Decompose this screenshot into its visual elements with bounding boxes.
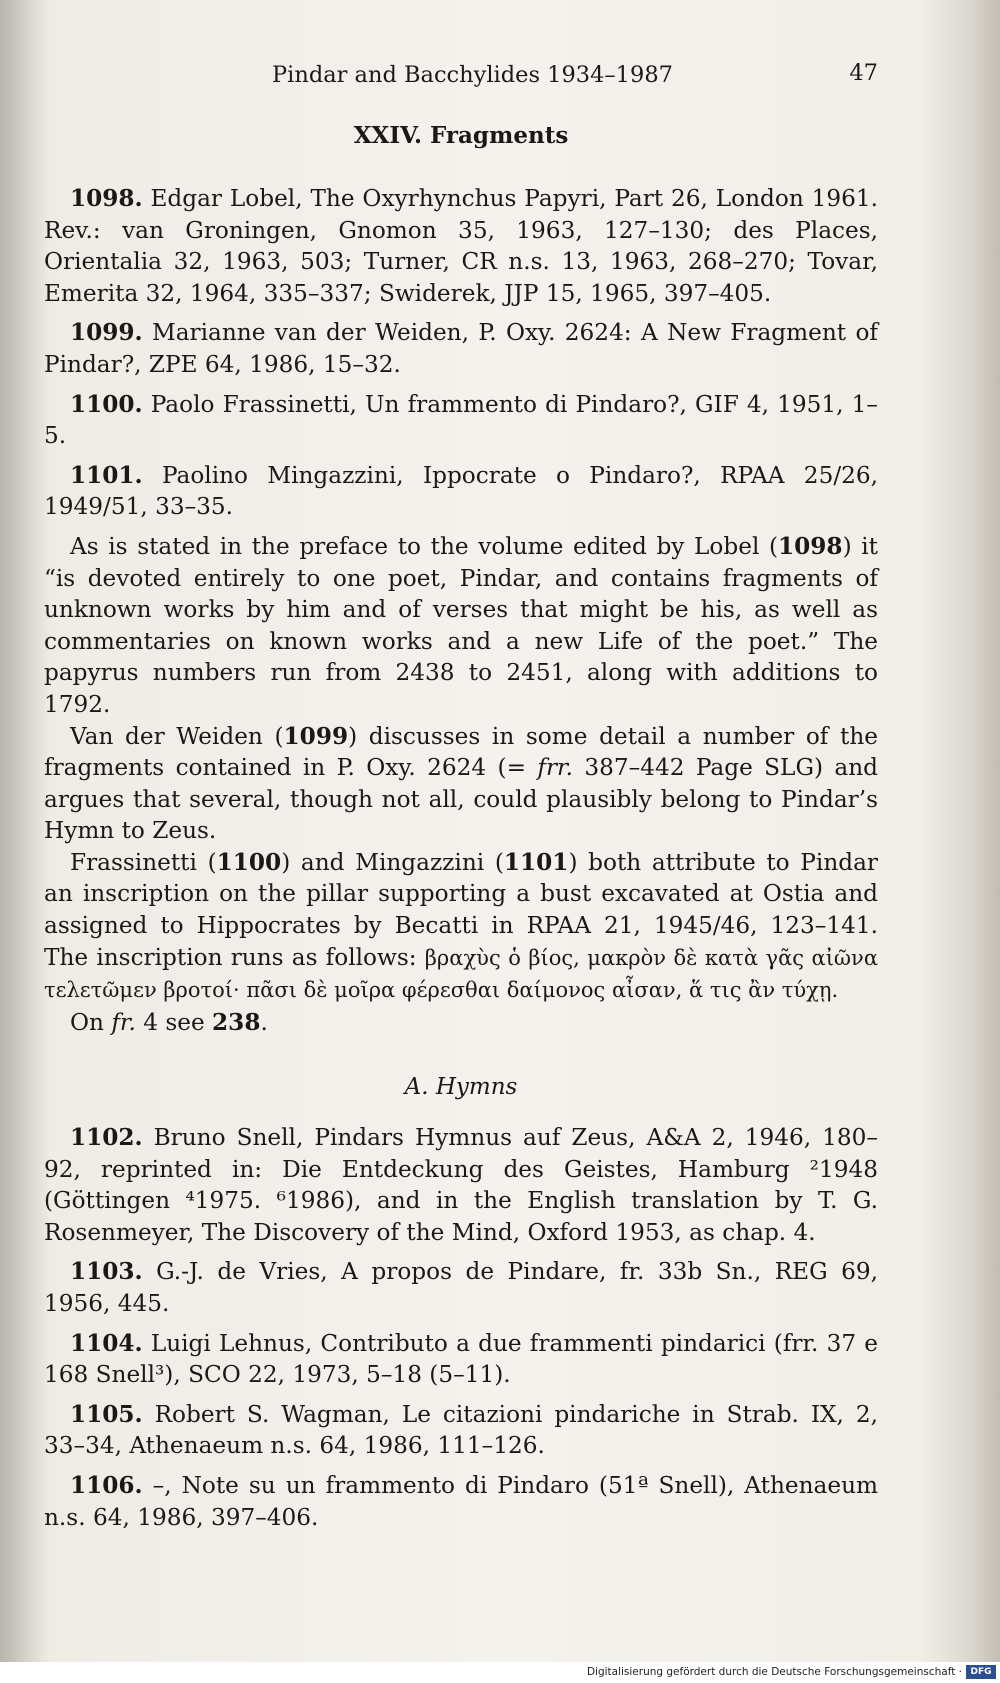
- entry-text: Bruno Snell, Pindars Hymnus auf Zeus, A&A 2, 1946, 180–92, reprinted in: Die Entdeckung des Geistes, Hamburg ²1948 (Göttingen ⁴1975. ⁶1986), and in the English translation by T. G. Rosenmeyer, The Discovery of the Mind, Oxford 1953, as chap. 4.: [44, 1124, 878, 1246]
- commentary-paragraph: [44, 721, 878, 847]
- section-heading: XXIV. Fragments: [353, 122, 569, 149]
- body-text: [44, 183, 878, 1533]
- italic-abbreviation: frr.: [537, 754, 573, 782]
- commentary-text: As is stated in the preface to the volume edited by Lobel (: [70, 532, 779, 560]
- italic-abbreviation: fr.: [111, 1008, 136, 1036]
- bibliography-entry: [44, 317, 878, 380]
- entry-text: Marianne van der Weiden, P. Oxy. 2624: A New Fragment of Pindar?, ZPE 64, 1986, 15–32.: [44, 319, 878, 378]
- entry-reference: 1099: [283, 722, 349, 750]
- entry-number: 1100.: [70, 390, 143, 418]
- commentary-text: ) both attribute to Pindar an inscription on the pillar supporting a bust excavated at Ostia and assigned to Hippocrates by Becatti in RPAA 21, 1945/46, 123–141. The inscription runs as follows:: [44, 848, 879, 971]
- commentary-text: Van der Weiden (: [70, 722, 284, 750]
- funding-notice: Digitalisierung gefördert durch die Deutsche Forschungsgemeinschaft ·: [586, 1666, 962, 1678]
- entry-text: Paolo Frassinetti, Un frammento di Pindaro?, GIF 4, 1951, 1–5.: [44, 390, 878, 450]
- entry-reference: 1100: [216, 848, 282, 876]
- bibliography-entry: [44, 1470, 878, 1533]
- commentary-paragraph: [44, 847, 878, 1007]
- bibliography-entry: [44, 460, 878, 523]
- entry-reference: 238: [212, 1008, 261, 1036]
- entry-number: 1105.: [70, 1400, 143, 1428]
- entry-number: 1102.: [70, 1124, 143, 1152]
- greek-inscription: βραχὺς ὁ βίος, μακρὸν δὲ κατὰ γᾶς αἰῶνα τελετῶμεν βροτοί· πᾶσι δὲ μοῖρα φέρεσθαι δαίμονος αἶσαν, ἅ τις ἂν τύχῃ.: [44, 945, 879, 1003]
- commentary-text: .: [260, 1008, 268, 1036]
- entry-reference: 1101: [503, 848, 569, 876]
- entry-number: 1103.: [70, 1258, 143, 1286]
- commentary-text: ) discusses in some detail a number of the fragments contained in P. Oxy. 2624 (=: [44, 722, 878, 782]
- commentary-text: Frassinetti (: [70, 848, 217, 876]
- bibliography-entry: [44, 183, 878, 309]
- page-number: 47: [849, 60, 878, 86]
- entry-number: 1101.: [70, 461, 143, 489]
- commentary-text: 387–442 Page SLG) and argues that several, though not all, could plausibly belong to Pindar’s Hymn to Zeus.: [44, 754, 879, 845]
- bibliography-entry: [44, 1399, 878, 1462]
- entry-text: –, Note su un frammento di Pindaro (51ª Snell), Athenaeum n.s. 64, 1986, 397–406.: [44, 1471, 879, 1531]
- dfg-logo: DFG: [966, 1665, 996, 1679]
- entry-number: 1099.: [70, 319, 143, 347]
- entry-text: Robert S. Wagman, Le citazioni pindariche in Strab. IX, 2, 33–34, Athenaeum n.s. 64, 1986, 111–126.: [44, 1400, 878, 1460]
- commentary-text: On: [70, 1008, 112, 1036]
- commentary-text: 4 see: [135, 1008, 213, 1036]
- commentary-paragraph: [44, 531, 878, 721]
- entry-number: 1106.: [70, 1471, 143, 1499]
- commentary-text: ) and Mingazzini (: [281, 848, 504, 876]
- bibliography-entry: [44, 1122, 878, 1248]
- entry-text: Edgar Lobel, The Oxyrhynchus Papyri, Part 26, London 1961. Rev.: van Groningen, Gnomon 35, 1963, 127–130; des Places, Orientalia 32, 1963, 503; Turner, CR n.s. 13, 1963, 268–270; Tovar, Emerita 32, 1964, 335–337; Swiderek, JJP 15, 1965, 397–405.: [44, 185, 879, 307]
- entry-reference: 1098: [778, 532, 843, 560]
- entry-text: G.-J. de Vries, A propos de Pindare, fr. 33b Sn., REG 69, 1956, 445.: [44, 1258, 878, 1317]
- entry-text: Luigi Lehnus, Contributo a due frammenti pindarici (frr. 37 e 168 Snell³), SCO 22, 1973, 5–18 (5–11).: [44, 1329, 878, 1389]
- entry-number: 1098.: [70, 185, 143, 212]
- bibliography-entry: [44, 1256, 878, 1319]
- running-head: Pindar and Bacchylides 1934–1987: [272, 62, 673, 88]
- digitization-footer: [0, 1662, 1000, 1683]
- commentary-text: ) it “is devoted entirely to one poet, Pindar, and contains fragments of unknown works by him and of verses that might be his, as well as commentaries on known works and a new Life of the poet.” The papyrus numbers run from 2438 to 2451, along with additions to 1792.: [44, 532, 878, 718]
- entry-text: Paolino Mingazzini, Ippocrate o Pindaro?, RPAA 25/26, 1949/51, 33–35.: [44, 461, 879, 521]
- bibliography-entry: [44, 389, 878, 452]
- page-header: [44, 58, 878, 94]
- entry-number: 1104.: [70, 1329, 143, 1357]
- bibliography-entry: [44, 1328, 878, 1391]
- commentary-paragraph: [44, 1007, 878, 1039]
- subsection-heading: A. Hymns: [404, 1074, 518, 1101]
